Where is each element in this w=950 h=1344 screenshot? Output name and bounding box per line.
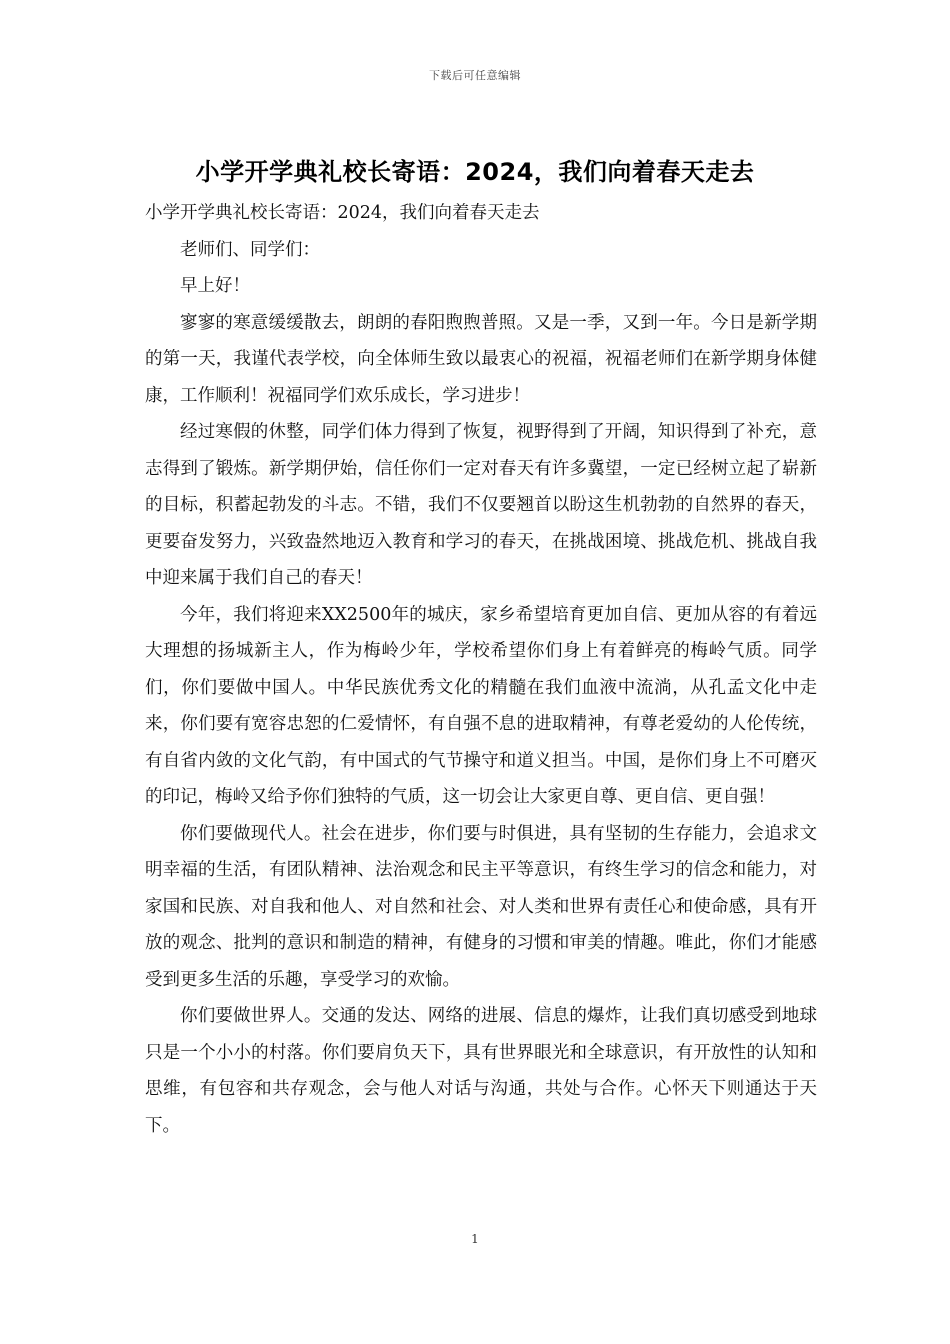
paragraph-greeting: 老师们、同学们： bbox=[180, 239, 320, 260]
paragraph-good-morning: 早上好！ bbox=[180, 276, 250, 296]
paragraph-blessing: 寥寥的寒意缓缓散去，朗朗的春阳煦煦普照。又是一季，又到一年。今日是新学期的第一天，我谨代表学校，向全体师生致以最衷心的祝福，祝福老师们在新学期身体健康，工作顺利！祝福同学们欢乐成长，学习进步！ bbox=[145, 312, 817, 406]
document-title: 小学开学典礼校长寄语：2024，我们向着春天走去 bbox=[195, 158, 755, 186]
paragraph-new-term: 经过寒假的休整，同学们体力得到了恢复，视野得到了开阔，知识得到了补充，意志得到了锻炼。新学期伊始，信任你们一定对春天有许多冀望，一定已经树立起了崭新的目标，积蓄起勃发的斗志。不错，我们不仅要翘首以盼这生机勃勃的自然界的春天，更要奋发努力，兴致盎然地迈入教育和学习的春天，在挑战困境、挑战危机、挑战自我中迎来属于我们自己的春天！ bbox=[145, 422, 817, 588]
paragraph-chinese-person: 今年，我们将迎来XX2500年的城庆，家乡希望培育更加自信、更加从容的有着远大理想的扬城新主人，作为梅岭少年，学校希望你们身上有着鲜亮的梅岭气质。同学们，你们要做中国人。中华民族优秀文化的精髓在我们血液中流淌，从孔孟文化中走来，你们要有宽容忠恕的仁爱情怀，有自强不息的进取精神，有尊老爱幼的人伦传统，有自省内敛的文化气韵，有中国式的气节操守和道义担当。中国，是你们身上不可磨灭的印记，梅岭又给予你们独特的气质，这一切会让大家更自尊、更自信、更自强！ bbox=[145, 604, 817, 807]
page-number: 1 bbox=[471, 1232, 479, 1246]
paragraph-world-person: 你们要做世界人。交通的发达、网络的进展、信息的爆炸，让我们真切感受到地球只是一个小小的村落。你们要肩负天下，具有世界眼光和全球意识，有开放性的认知和思维，有包容和共存观念，会与他人对话与沟通，共处与合作。心怀天下则通达于天下。 bbox=[145, 1006, 817, 1136]
subtitle-line: 小学开学典礼校长寄语：2024，我们向着春天走去 bbox=[145, 203, 540, 223]
document-body bbox=[145, 195, 817, 1144]
paragraph-modern-person: 你们要做现代人。社会在进步，你们要与时俱进，具有坚韧的生存能力，会追求文明幸福的生活，有团队精神、法治观念和民主平等意识，有终生学习的信念和能力，对家国和民族、对自我和他人、对自然和社会、对人类和世界有责任心和使命感，具有开放的观念、批判的意识和制造的精神，有健身的习惯和审美的情趣。唯此，你们才能感受到更多生活的乐趣，享受学习的欢愉。 bbox=[145, 823, 817, 990]
header-note: 下载后可任意编辑 bbox=[429, 69, 521, 82]
